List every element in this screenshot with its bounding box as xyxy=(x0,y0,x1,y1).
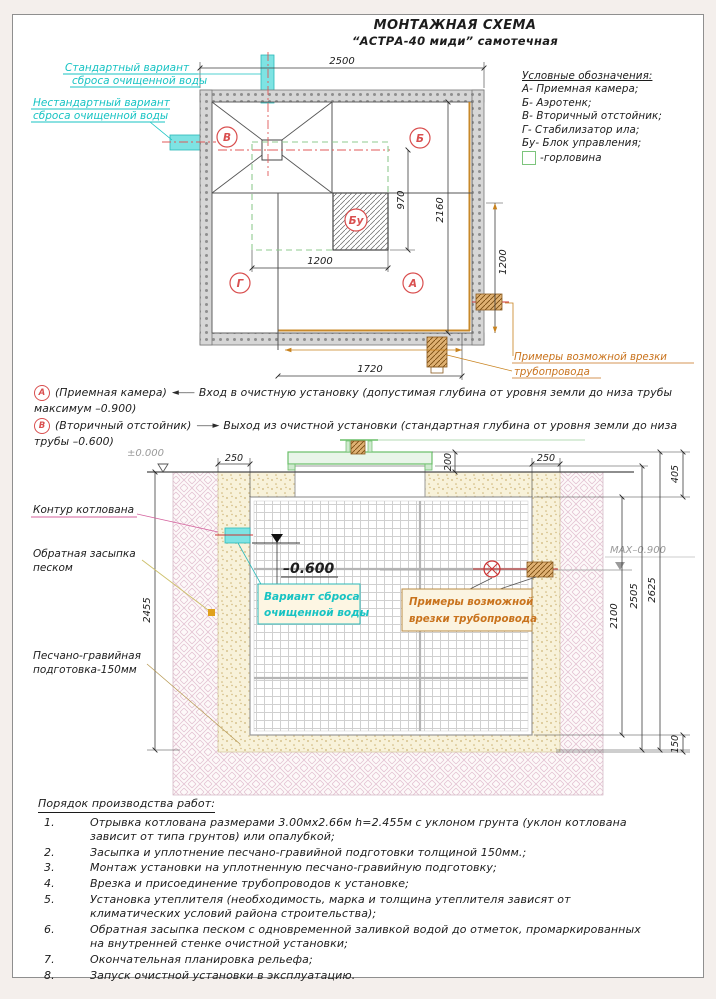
dim-405: 405 xyxy=(670,464,681,484)
note-b-name: (Вторичный отстойник) xyxy=(55,419,192,432)
section-taps-label-1: Примеры возможной xyxy=(409,597,534,608)
legend-neck-label: -горловина xyxy=(540,151,602,164)
item-number: 3. xyxy=(44,861,55,875)
vent-basket-icon xyxy=(351,441,365,454)
standard-discharge-label-1: Стандартный вариант xyxy=(65,62,190,74)
backfill-leader-dot xyxy=(208,609,215,616)
item-number: 2. xyxy=(44,845,55,859)
note-a-name: (Приемная камера) xyxy=(55,386,167,399)
right-arrow-icon: ——► xyxy=(196,421,219,431)
section-view-drawing xyxy=(20,430,710,805)
legend-item-a: А- Приемная камера; xyxy=(522,83,639,96)
note-a-line1 xyxy=(34,385,704,401)
item-number: 8. xyxy=(44,968,55,982)
procedure-item xyxy=(38,816,678,845)
bed-label-1: Песчано-гравийная xyxy=(33,650,141,662)
left-arrow-icon: ◄—— xyxy=(171,388,194,398)
procedure-item xyxy=(38,969,678,984)
dim-2455: 2455 xyxy=(142,597,153,623)
work-procedure xyxy=(38,797,678,984)
note-a-marker: А xyxy=(34,385,50,401)
procedure-item xyxy=(38,923,678,952)
legend-title: Условные обозначения: xyxy=(522,70,653,82)
item-text: Установка утеплителя (необходимость, марка и толщина утеплителя зависят от климатических условий района строительства); xyxy=(90,892,571,921)
nonstandard-discharge-label-2: сброса очищенной воды xyxy=(33,110,169,122)
level-max-label: MAX–0.900 xyxy=(610,545,666,556)
item-number: 5. xyxy=(44,892,55,906)
note-b-text: Выход из очистной установки (стандартная глубина от уровня земли до низа xyxy=(223,419,678,432)
dim-200: 200 xyxy=(443,452,454,472)
procedure-title: Порядок производства работ: xyxy=(38,797,215,813)
pit-outline-label: Контур котлована xyxy=(33,504,135,516)
chamber-bu-label: Бу xyxy=(348,215,364,227)
page-title: МОНТАЖНАЯ СХЕМА xyxy=(373,18,537,33)
item-text: Засыпка и уплотнение песчано-гравийной подготовки толщиной 150мм.; xyxy=(90,845,527,859)
item-text: Монтаж установки на уплотненную песчано-гравийную подготовку; xyxy=(90,861,497,875)
dim-2505: 2505 xyxy=(629,583,640,609)
level-out-label: –0.600 xyxy=(283,561,335,577)
legend-item-g: Г- Стабилизатор ила; xyxy=(522,123,640,136)
dim-250-left: 250 xyxy=(224,453,244,464)
chamber-v-label: В xyxy=(222,132,232,144)
dim-970: 970 xyxy=(396,190,407,210)
procedure-item xyxy=(38,893,678,922)
section-discharge-label-1: Вариант сброса xyxy=(264,591,360,603)
backfill-label-1: Обратная засыпка xyxy=(33,548,136,560)
item-number: 6. xyxy=(44,922,55,936)
zero-level-mark xyxy=(127,448,168,472)
chamber-g-label: Г xyxy=(236,278,244,290)
dim-2160: 2160 xyxy=(435,197,446,223)
dim-250-right: 250 xyxy=(536,453,556,464)
procedure-item xyxy=(38,877,678,892)
standard-discharge-label-2: сброса очищенной воды xyxy=(72,75,208,87)
item-number: 4. xyxy=(44,876,55,890)
item-text: Окончательная планировка рельефа; xyxy=(90,952,313,966)
chamber-a-label: А xyxy=(408,278,418,290)
item-number: 7. xyxy=(44,952,55,966)
dim-150: 150 xyxy=(670,734,681,754)
procedure-item xyxy=(38,846,678,861)
bed-label-2: подготовка-150мм xyxy=(33,664,137,676)
item-text: Врезка и присоединение трубопроводов к установке; xyxy=(90,876,409,890)
page-subtitle: “АСТРА-40 миди” самотечная xyxy=(351,34,559,48)
drawing-title xyxy=(230,18,680,48)
legend-item-v: В- Вторичный отстойник; xyxy=(522,110,662,123)
note-a-text: Вход в очистную установку (допустимая глубина от уровня земли до низа трубы xyxy=(198,386,673,399)
chamber-b-label: Б xyxy=(415,133,425,145)
dim-2500: 2500 xyxy=(329,56,355,67)
item-text: Обратная засыпка песком с одновременной заливкой водой до отметок, промаркированных на внутренней стенке очистной установки; xyxy=(90,922,641,951)
dim-1200-right: 1200 xyxy=(498,249,509,275)
note-b-marker: В xyxy=(34,418,50,434)
item-number: 1. xyxy=(44,815,55,829)
item-text: Запуск очистной установки в эксплуатацию. xyxy=(90,968,356,982)
section-taps-label-2: врезки трубопровода xyxy=(409,614,537,625)
dim-1720: 1720 xyxy=(357,364,383,375)
nonstandard-discharge-label-1: Нестандартный вариант xyxy=(33,97,170,109)
dim-1200-width: 1200 xyxy=(307,256,333,267)
section-discharge-box xyxy=(258,584,370,624)
plan-taps-label-1: Примеры возможной врезки xyxy=(514,352,667,363)
note-a-line2: максимум –0.900) xyxy=(34,402,137,415)
legend-item-bu: Бу- Блок управления; xyxy=(522,137,642,150)
legend-item-b: Б- Аэротенк; xyxy=(522,96,592,109)
note-b-line2: трубы –0.600) xyxy=(34,435,114,448)
item-text: Отрывка котлована размерами 3.00мх2.66м h=2.455м с уклоном грунта (уклон котлована зависит от типа грунтов) или опалубкой; xyxy=(90,815,627,844)
procedure-item xyxy=(38,953,678,968)
plan-view-drawing xyxy=(20,48,710,393)
procedure-item xyxy=(38,861,678,876)
level-zero-label: ±0.000 xyxy=(127,448,165,459)
dim-2625: 2625 xyxy=(647,577,658,603)
backfill-label-2: песком xyxy=(33,562,73,574)
dim-2100: 2100 xyxy=(609,603,620,629)
section-discharge-label-2: очищенной воды xyxy=(264,607,370,619)
plan-taps-label-2: трубопровода xyxy=(514,367,590,378)
